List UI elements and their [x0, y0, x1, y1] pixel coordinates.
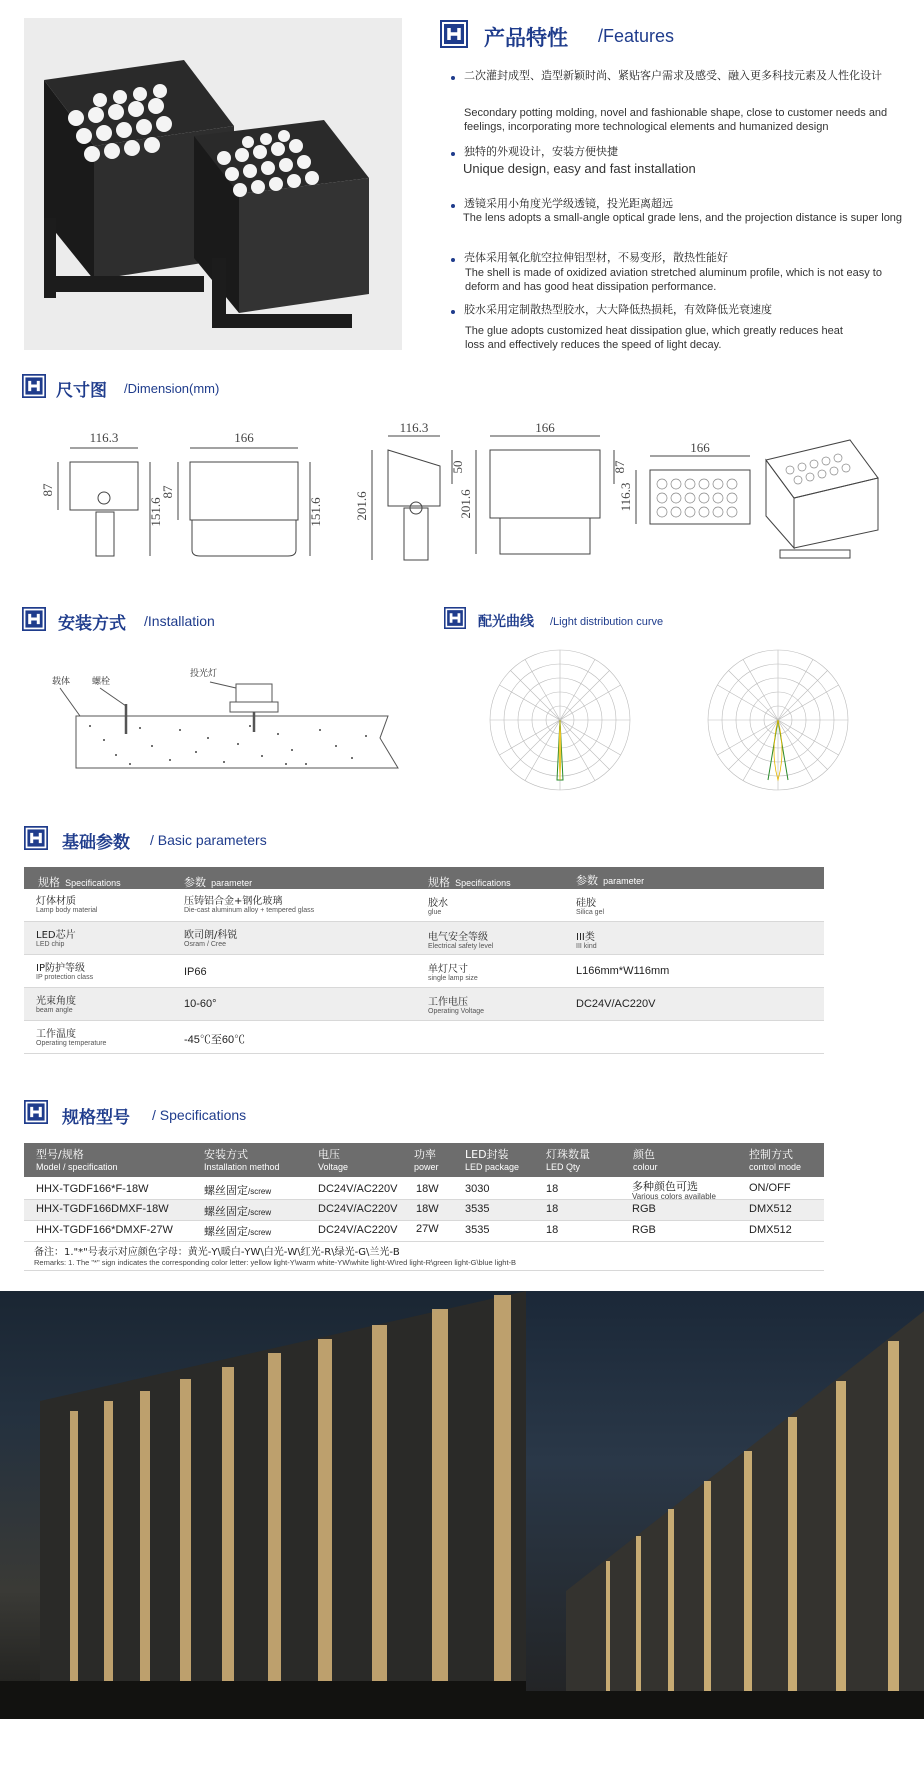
basic-row-band	[24, 987, 824, 1020]
feature-2-en: Unique design, easy and fast installation	[463, 161, 696, 176]
specs-col-power: 功率 power	[414, 1148, 439, 1172]
specs-row-3-qty: 18	[546, 1224, 559, 1236]
specs-col-model: 型号/规格 Model / specification	[36, 1148, 118, 1172]
feature-1-cn: 二次灌封成型、造型新颖时尚、紧贴客户需求及感受、融入更多科技元素及人性化设计	[464, 69, 882, 82]
specs-title-en: / Specifications	[152, 1107, 247, 1123]
light-curve-title-en: /Light distribution curve	[550, 616, 664, 628]
basic-row-1-val1: 压铸铝合金+钢化玻璃 Die-cast aluminum alloy + tempered glass	[184, 896, 315, 914]
feature-bullet	[451, 258, 455, 262]
dim-label: 166	[535, 420, 555, 435]
basic-row-4-key1: 光束角度 beam angle	[36, 996, 76, 1014]
feature-bullet	[451, 204, 455, 208]
dim-label: 201.6	[354, 491, 369, 521]
installation-diagram	[40, 660, 400, 780]
specs-row-3-package: 3535	[465, 1224, 490, 1236]
specs-row-1-qty: 18	[546, 1183, 559, 1195]
features-title-en: /Features	[598, 26, 675, 46]
specs-remark-en: Remarks: 1. The "*" sign indicates the corresponding color letter: yellow light-Y\warm white-YW\white light-W\red light-R\green light-G\blue light-B	[34, 1258, 517, 1267]
installation-title-en: /Installation	[144, 613, 215, 629]
brand-h-icon	[22, 374, 46, 398]
label-bolt: 螺栓	[92, 677, 111, 687]
dim-label: 151.6	[148, 497, 163, 527]
dim-label: 50	[450, 460, 465, 474]
feature-bullet	[451, 76, 455, 80]
feature-3-cn: 透镜采用小角度光学级透镜，投光距离超远	[464, 197, 673, 210]
specs-row-2-package: 3535	[465, 1203, 490, 1215]
application-photo-left	[0, 1291, 526, 1719]
specs-row-2-qty: 18	[546, 1203, 559, 1215]
specs-row-2-voltage: DC24V/AC220V	[318, 1203, 398, 1215]
specs-row-1-control: ON/OFF	[749, 1182, 791, 1194]
light-curve-title-cn: 配光曲线	[478, 614, 534, 630]
basic-row-5-val1: -45℃至60℃	[184, 1034, 246, 1046]
dimension-title-en: /Dimension(mm)	[124, 381, 220, 396]
specs-row-3-install: 螺丝固定/screw	[204, 1226, 272, 1238]
specs-title-cn: 规格型号	[62, 1108, 130, 1128]
basic-row-2-val1: 欧司朗/科锐 Osram / Cree	[184, 930, 238, 948]
divider	[24, 954, 824, 955]
specs-row-3-power: 27W	[416, 1223, 439, 1235]
feature-1-en: Secondary potting molding, novel and fashionable shape, close to customer needs and feelings, incorporating more technological elements and humanized design	[464, 107, 888, 133]
label-lamp: 投光灯	[190, 669, 218, 679]
specs-col-color: 颜色 colour	[633, 1148, 658, 1172]
basic-row-5-key1: 工作温度 Operating temperature	[36, 1029, 107, 1047]
basic-row-band	[24, 921, 824, 954]
basic-row-3-key2: 单灯尺寸 single lamp size	[428, 964, 478, 982]
feature-4-en: The shell is made of oxidized aviation stretched aluminum profile, which is not easy to deform and has good heat dissipation performance.	[465, 267, 882, 293]
specs-row-2-color: RGB	[632, 1203, 656, 1215]
specs-col-qty: 灯珠数量 LED Qty	[546, 1148, 590, 1172]
specs-row-1-model: HHX-TGDF166*F-18W	[36, 1183, 149, 1195]
basic-row-4-key2: 工作电压 Operating Voltage	[428, 997, 485, 1015]
divider	[24, 987, 824, 988]
specs-row-2-model: HHX-TGDF166DMXF-18W	[36, 1203, 169, 1215]
feature-bullet	[451, 310, 455, 314]
divider	[24, 1241, 824, 1242]
brand-h-icon	[444, 607, 466, 629]
divider	[24, 1220, 824, 1221]
polar-chart-right	[698, 640, 858, 800]
specs-remark-cn: 备注：1."*"号表示对应颜色字母：黄光-Y\暖白-YW\白光-W\红光-R\绿光-G\兰光-B	[34, 1247, 400, 1258]
dim-label: 201.6	[458, 489, 473, 519]
product-photo	[24, 18, 402, 350]
feature-5-cn: 胶水采用定制散热型胶水，大大降低热损耗，有效降低光衰速度	[464, 303, 772, 316]
dim-label: 151.6	[308, 497, 323, 527]
specs-row-3-voltage: DC24V/AC220V	[318, 1224, 398, 1236]
features-title-cn: 产品特性	[484, 26, 568, 50]
dim-label: 116.3	[618, 482, 633, 512]
specs-row-3-control: DMX512	[749, 1224, 792, 1236]
feature-5-en: The glue adopts customized heat dissipation glue, which greatly reduces heat loss and effectively reduces the speed of light decay.	[465, 325, 843, 351]
basic-row-2-val2: III类 III kind	[576, 932, 597, 950]
brand-h-icon	[440, 20, 468, 48]
basic-row-3-key1: IP防护等级 IP protection class	[36, 963, 94, 981]
installation-title-cn: 安装方式	[58, 614, 126, 634]
basic-row-1-key1: 灯体材质 Lamp body material	[36, 896, 98, 914]
dim-label: 166	[690, 440, 710, 455]
dim-label: 87	[40, 483, 55, 497]
feature-2-cn: 独特的外观设计，安装方便快捷	[464, 145, 618, 158]
dimension-drawing	[20, 420, 900, 580]
feature-4-cn: 壳体采用氧化航空拉伸铝型材，不易变形，散热性能好	[464, 251, 728, 264]
basic-row-1-val2: 硅胶 Silica gel	[576, 898, 605, 916]
application-photo-right	[526, 1291, 924, 1719]
specs-row-3-model: HHX-TGDF166*DMXF-27W	[36, 1224, 173, 1236]
basic-row-2-key2: 电气安全等级 Electrical safety level	[428, 932, 494, 950]
specs-col-control: 控制方式 control mode	[749, 1148, 802, 1172]
divider	[24, 1020, 824, 1021]
specs-col-voltage: 电压 Voltage	[318, 1148, 349, 1172]
specs-row-3-color: RGB	[632, 1224, 656, 1236]
divider	[24, 1053, 824, 1054]
dim-label: 87	[612, 460, 627, 474]
label-body: 载体	[52, 677, 71, 687]
specs-row-1-voltage: DC24V/AC220V	[318, 1183, 398, 1195]
dimension-title-cn: 尺寸图	[56, 381, 107, 401]
basic-title-cn: 基础参数	[62, 833, 130, 853]
basic-head-c3: 规格 Specifications	[428, 876, 511, 889]
basic-row-3-val1: IP66	[184, 966, 207, 978]
specs-col-install: 安装方式 Installation method	[204, 1148, 280, 1172]
specs-row-1-install: 螺丝固定/screw	[204, 1185, 272, 1197]
brand-h-icon	[22, 607, 46, 631]
dim-label: 116.3	[89, 430, 119, 445]
dim-label: 166	[234, 430, 254, 445]
specs-row-2-install: 螺丝固定/screw	[204, 1206, 272, 1218]
dim-label: 87	[160, 485, 175, 499]
basic-row-4-val2: DC24V/AC220V	[576, 998, 656, 1010]
basic-row-2-key1: LED芯片 LED chip	[36, 930, 76, 948]
basic-row-3-val2: L166mm*W116mm	[576, 965, 670, 977]
specs-row-2-power: 18W	[416, 1203, 439, 1215]
basic-row-1-key2: 胶水 glue	[428, 898, 448, 916]
feature-3-en: The lens adopts a small-angle optical grade lens, and the projection distance is super long	[463, 212, 903, 224]
specs-row-1-package: 3030	[465, 1183, 490, 1195]
basic-title-en: / Basic parameters	[150, 832, 267, 848]
brand-h-icon	[24, 826, 48, 850]
specs-row-1-power: 18W	[416, 1183, 439, 1195]
specs-row-2-control: DMX512	[749, 1203, 792, 1215]
divider	[24, 921, 824, 922]
polar-chart-left	[480, 640, 640, 800]
basic-head-c4: 参数 parameter	[576, 874, 645, 887]
basic-row-4-val1: 10-60°	[184, 998, 217, 1010]
brand-h-icon	[24, 1100, 48, 1124]
feature-bullet	[451, 152, 455, 156]
divider	[24, 1270, 824, 1271]
basic-head-c2: 参数 parameter	[184, 876, 253, 889]
dim-label: 116.3	[399, 420, 429, 435]
specs-row-1-color: 多种颜色可选 Various colors available	[632, 1181, 716, 1201]
basic-head-c1: 规格 Specifications	[38, 876, 121, 889]
basic-table-header	[24, 867, 824, 889]
specs-col-package: LED封装 LED package	[465, 1148, 520, 1172]
